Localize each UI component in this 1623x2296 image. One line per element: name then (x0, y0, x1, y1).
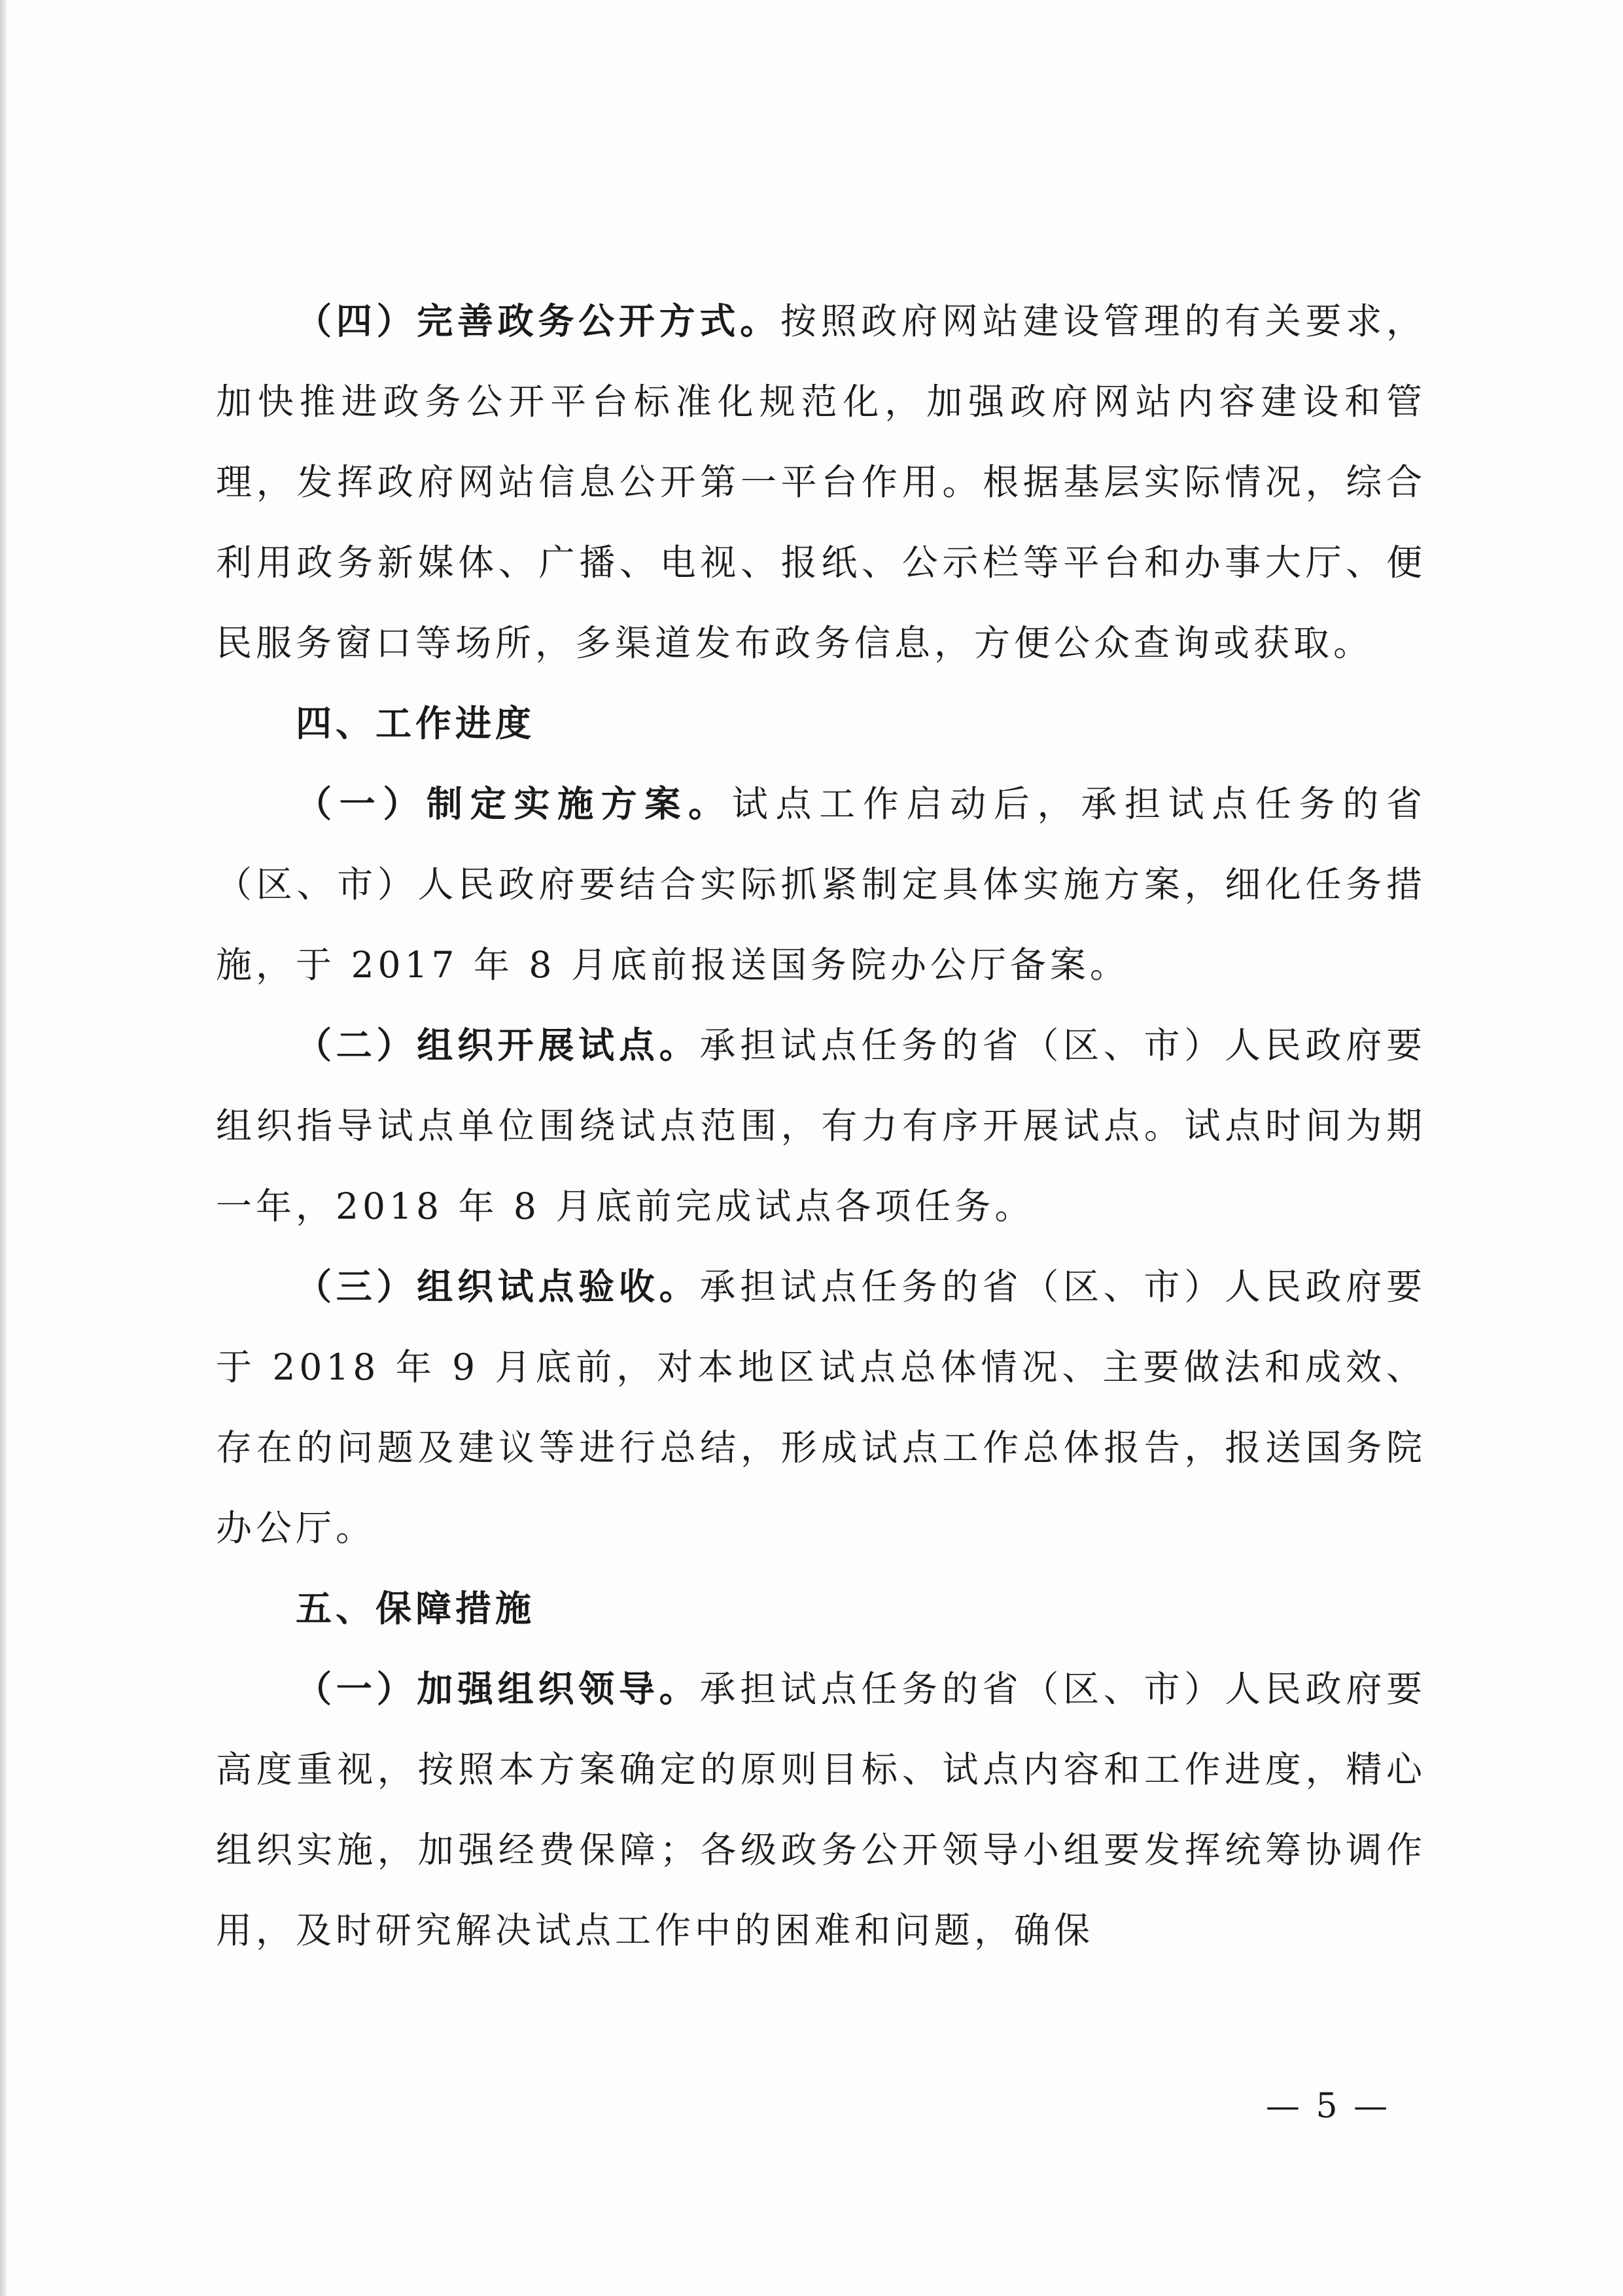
paragraph-formulate-plan (216, 764, 1426, 1005)
section-heading-work-progress: 四、工作进度 (296, 703, 536, 744)
paragraph-improve-disclosure-methods (216, 281, 1426, 684)
paragraph-text: 承担试点任务的省（区、市）人民政府要高度重视，按照本方案确定的原则目标、试点内容和工作进度，精心组织实施，加强经费保障；各级政务公开领导小组要发挥统筹协调作用，及时研究解决试点工作中的困难和问题，确保 (216, 1668, 1426, 1951)
document-body (216, 281, 1426, 1971)
paragraph-pilot-acceptance (216, 1247, 1426, 1569)
paragraph-label: （三）组织试点验收。 (296, 1266, 700, 1308)
section-heading-safeguards: 五、保障措施 (296, 1588, 536, 1629)
paragraph-carry-out-pilot (216, 1005, 1426, 1247)
paragraph-text: 按照政府网站建设管理的有关要求，加快推进政务公开平台标准化规范化，加强政府网站内容建设和管理，发挥政府网站信息公开第一平台作用。根据基层实际情况，综合利用政务新媒体、广播、电视、报纸、公示栏等平台和办事大厅、便民服务窗口等场所，多渠道发布政务信息，方便公众查询或获取。 (216, 300, 1426, 664)
paragraph-label: （四）完善政务公开方式。 (296, 300, 780, 342)
paragraph-text: 承担试点任务的省（区、市）人民政府要于 2018 年 9 月底前，对本地区试点总体情况、主要做法和成效、存在的问题及建议等进行总结，形成试点工作总体报告，报送国务院办公厅。 (216, 1266, 1426, 1549)
paragraph-label: （一）制定实施方案。 (296, 783, 732, 825)
paragraph-text: 试点工作启动后，承担试点任务的省（区、市）人民政府要结合实际抓紧制定具体实施方案，细化任务措施，于 2017 年 8 月底前报送国务院办公厅备案。 (216, 783, 1426, 986)
paragraph-label: （一）加强组织领导。 (296, 1668, 700, 1710)
paragraph-text: 承担试点任务的省（区、市）人民政府要组织指导试点单位围绕试点范围，有力有序开展试点。试点时间为期一年，2018 年 8 月底前完成试点各项任务。 (216, 1024, 1426, 1227)
paragraph-strengthen-leadership (216, 1649, 1426, 1971)
page-number: — 5 — (1265, 2087, 1391, 2126)
scan-edge-shadow (0, 0, 7, 2296)
paragraph-label: （二）组织开展试点。 (296, 1024, 700, 1066)
